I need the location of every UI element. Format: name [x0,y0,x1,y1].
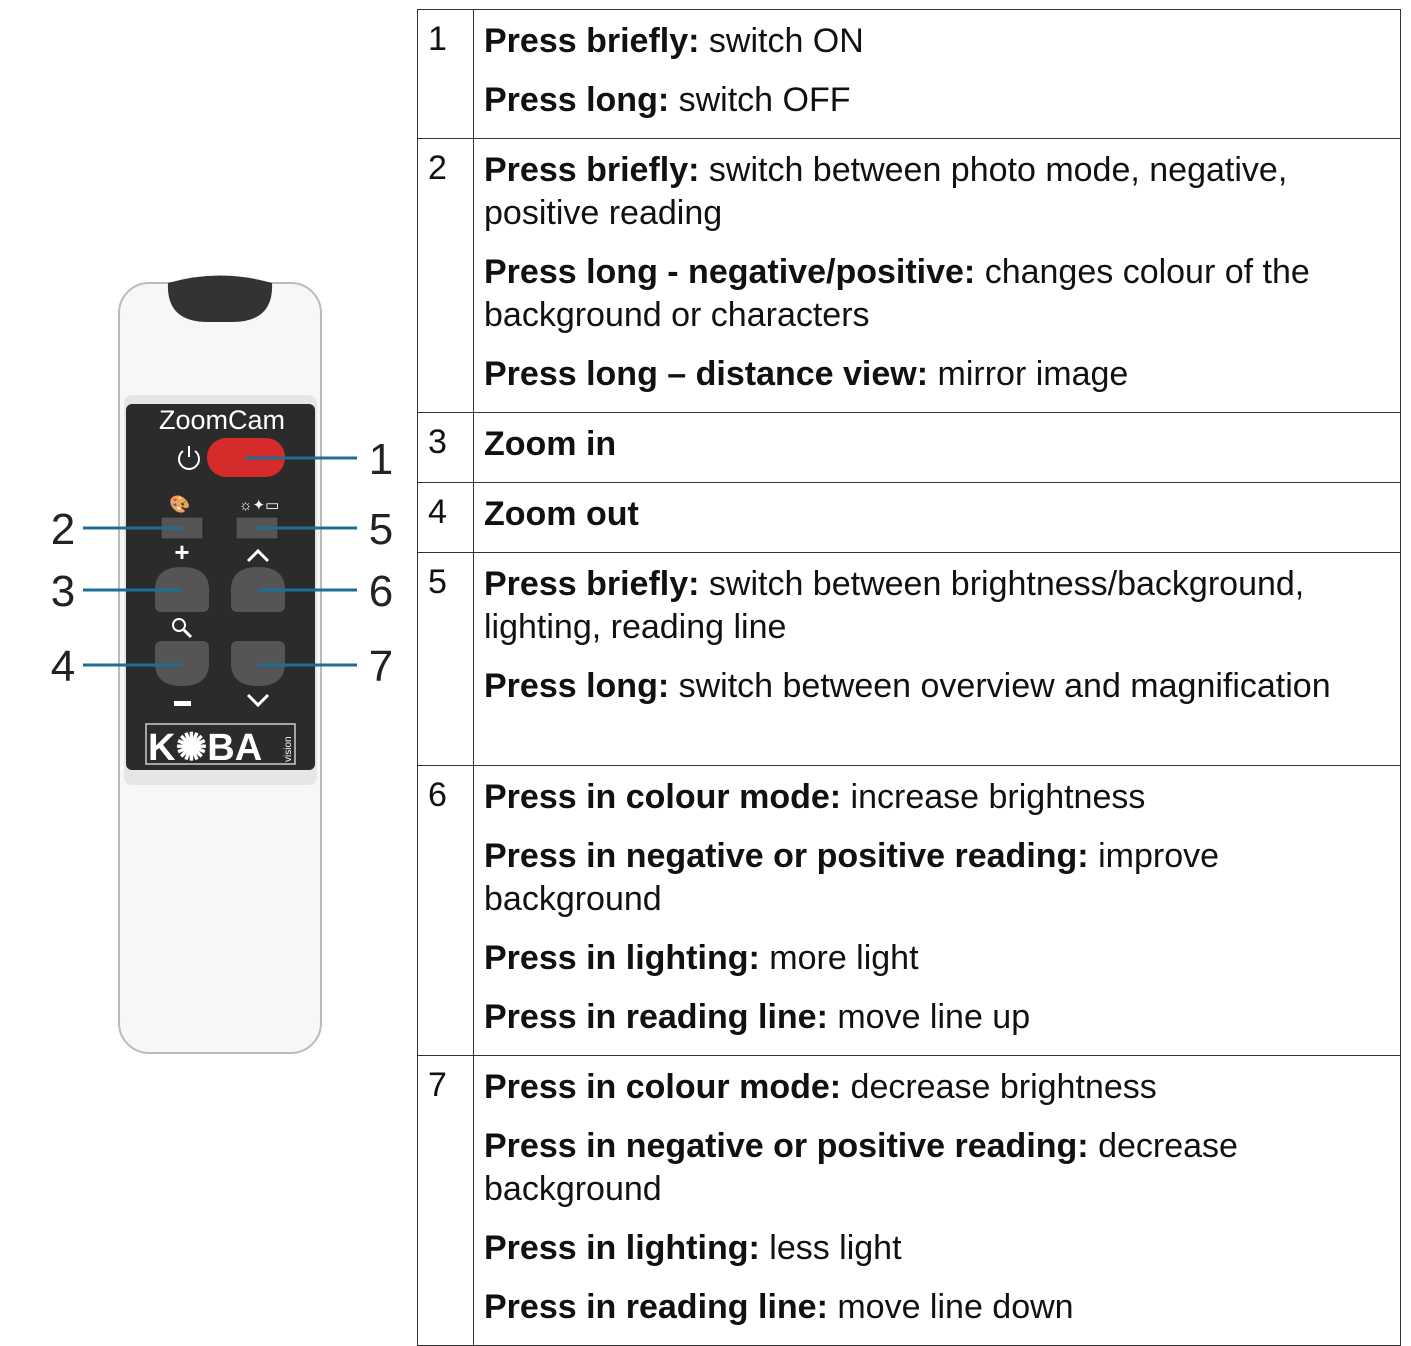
button-description [474,10,1401,139]
function-action: decrease brightness [841,1068,1157,1106]
function-action: move line down [827,1288,1074,1326]
function-action: increase brightness [841,778,1146,816]
koba-logo-text: K✺BA [148,727,263,769]
minus-icon [174,701,191,706]
button-number: 1 [418,10,474,139]
function-action: switch between brightness/background, lighting, reading line [484,565,1305,646]
function-action: switch between overview and magnification [669,667,1331,705]
function-trigger: Press long – distance view: [484,355,929,393]
callout-2: 2 [50,505,76,554]
model-name: ZoomCam [158,405,286,435]
function-action: decrease background [484,1127,1238,1208]
function-paragraph [484,563,1392,649]
palette-icon: 🎨 [169,495,191,514]
function-trigger: Press in lighting: [484,1229,760,1267]
function-trigger: Press long: [484,667,670,705]
button-description [474,1056,1401,1346]
function-trigger: Press in colour mode: [484,778,842,816]
function-paragraph [484,353,1392,396]
function-trigger: Press briefly: [484,22,700,60]
function-paragraph [484,835,1392,921]
function-action: move line up [827,998,1031,1036]
callout-7: 7 [368,642,394,691]
function-action: less light [759,1229,902,1267]
remote-sensor-cap [168,276,272,323]
koba-logo-vision: vision [283,736,294,762]
button-description [474,553,1401,766]
function-paragraph [484,1227,1392,1270]
button-number: 4 [418,483,474,553]
function-action: switch OFF [669,81,851,119]
function-trigger: Press in reading line: [484,998,828,1036]
brightness-light-line-icon: ☼✦▭ [238,497,280,514]
button-description [474,139,1401,413]
function-action: mirror image [928,355,1129,393]
plus-icon: + [174,537,190,567]
function-paragraph [484,937,1392,980]
function-action: switch ON [699,22,864,60]
button-number: 3 [418,413,474,483]
callout-6: 6 [368,567,394,616]
function-action: changes colour of the background or characters [484,253,1310,334]
function-paragraph [484,776,1392,819]
table-row [418,10,1401,139]
button-number: 2 [418,139,474,413]
function-paragraph [484,1066,1392,1109]
function-action: more light [759,939,919,977]
function-trigger: Press briefly: [484,151,700,189]
function-paragraph [484,1286,1392,1329]
remote-control-illustration [0,0,415,1346]
function-paragraph [484,251,1392,337]
callout-1: 1 [368,435,394,484]
function-trigger: Press in reading line: [484,1288,828,1326]
function-paragraph [484,149,1392,235]
button-description [474,413,1401,483]
function-paragraph [484,1125,1392,1211]
function-trigger: Press long: [484,81,670,119]
table-row [418,413,1401,483]
button-number: 6 [418,766,474,1056]
function-paragraph [484,79,1392,122]
function-paragraph [484,665,1392,708]
function-trigger: Press in colour mode: [484,1068,842,1106]
callout-4: 4 [50,642,76,691]
function-paragraph [484,423,1392,466]
table-row [418,1056,1401,1346]
function-trigger: Press briefly: [484,565,700,603]
table-row [418,483,1401,553]
function-trigger: Press in negative or positive reading: [484,837,1089,875]
button-number: 5 [418,553,474,766]
function-action: improve background [484,837,1220,918]
function-paragraph [484,493,1392,536]
button-description [474,766,1401,1056]
table-row [418,553,1401,766]
function-paragraph [484,996,1392,1039]
function-paragraph [484,20,1392,63]
callout-3: 3 [50,567,76,616]
table-row [418,139,1401,413]
function-action: switch between photo mode, negative, positive reading [484,151,1288,232]
table-row [418,766,1401,1056]
button-number: 7 [418,1056,474,1346]
button-function-table [417,9,1401,1346]
callout-5: 5 [368,505,394,554]
function-trigger: Press long - negative/positive: [484,253,976,291]
function-trigger: Press in lighting: [484,939,760,977]
button-description [474,483,1401,553]
function-trigger: Zoom in [484,425,617,463]
function-trigger: Zoom out [484,495,639,533]
function-trigger: Press in negative or positive reading: [484,1127,1089,1165]
